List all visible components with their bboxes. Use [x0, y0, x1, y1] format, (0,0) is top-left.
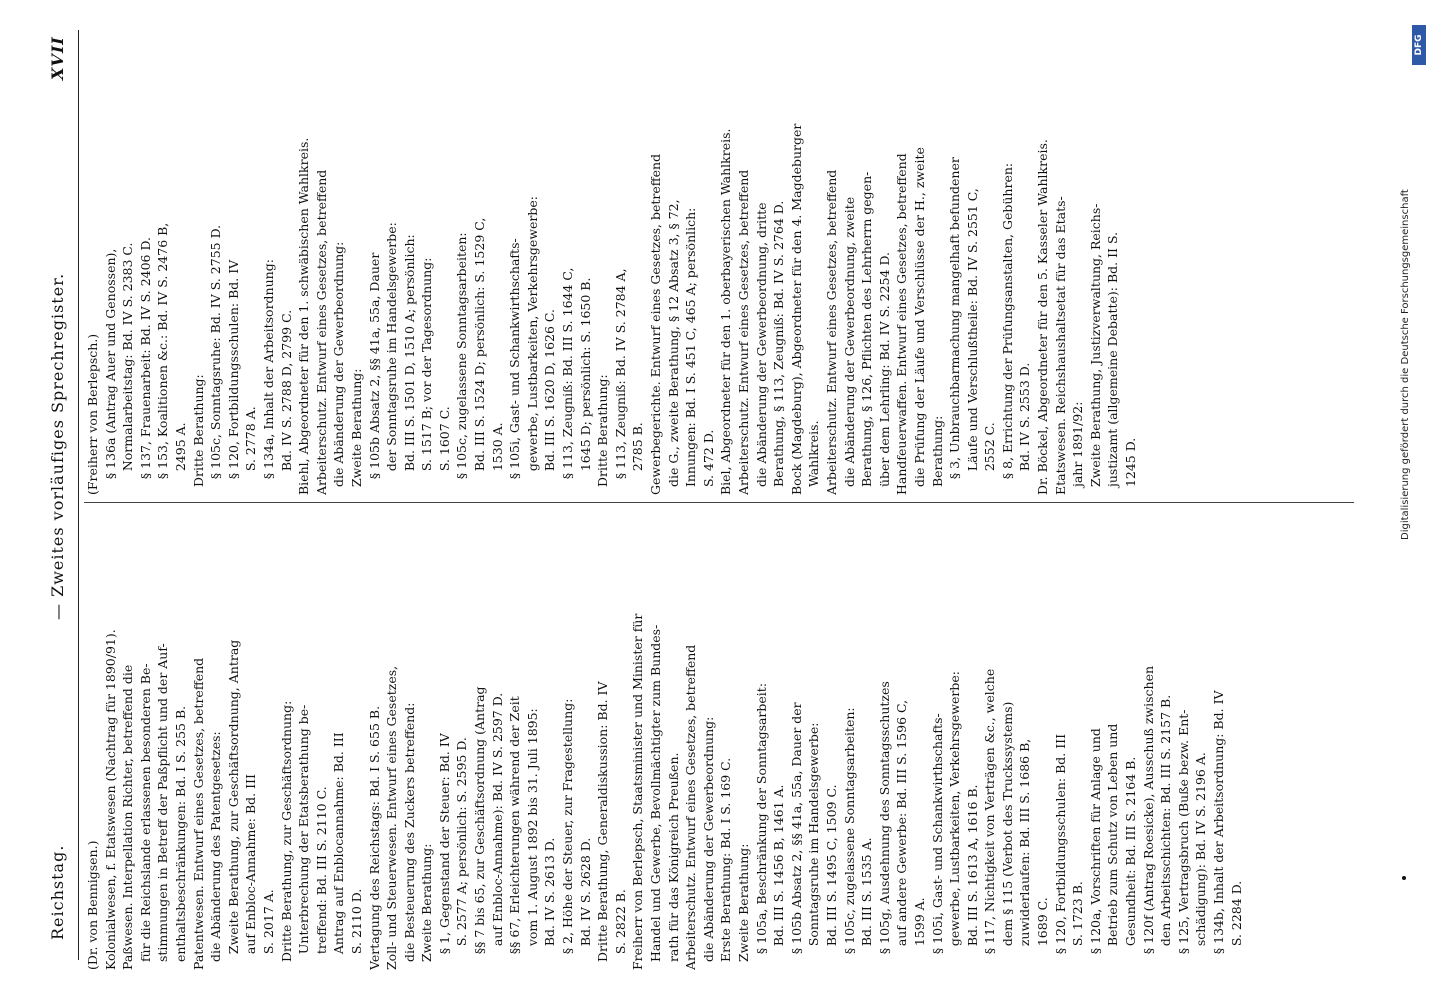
index-line: über dem Lehrling: Bd. IV S. 2254 D. [876, 252, 892, 495]
index-line: die Abänderung der Gewerbeordnung: [700, 716, 716, 970]
header-rule [78, 30, 79, 960]
index-line: § 125, Vertragsbruch (Buße bezw. Ent- [1175, 709, 1191, 970]
index-line: Berathung, § 113, Zeugniß: Bd. IV S. 2764 D. [771, 200, 787, 495]
index-line: (Dr. von Bennigsen.) [85, 840, 100, 970]
index-line: den Arbeitsschichten: Bd. III S. 2157 B. [1158, 694, 1174, 970]
index-line: Bd. III S. 1620 D, 1626 C. [542, 308, 558, 495]
index-line: Arbeiterschutz. Entwurf eines Gesetzes, betreffend [823, 169, 839, 495]
index-line: Normalarbeitstag: Bd. IV S. 2383 C. [120, 242, 136, 495]
right-column [84, 30, 1354, 495]
index-line: S. 2284 D. [1228, 880, 1244, 970]
index-line: § 3, Unbrauchbarmachung mangelhaft befundener [947, 157, 963, 495]
index-line: § 117, Nichtigkeit von Verträgen &c., welche [982, 668, 998, 970]
index-line: die G., zweite Berathung, § 12 Absatz 3, § 72, [665, 199, 681, 495]
index-line: 1530 A. [489, 422, 505, 495]
index-line: Innungen: Bd. I S. 451 C, 465 A; persönlich: [683, 207, 699, 495]
index-line: zuwiderlaufen: Bd. III S. 1686 B, [1017, 738, 1033, 970]
digitization-note: Digitalisierung gefördert durch die Deutsche Forschungsgemeinschaft [1400, 189, 1411, 540]
index-line: schädigung): Bd. IV S. 2196 A. [1193, 752, 1209, 970]
index-line: Bd. IV S. 2628 D. [577, 837, 593, 970]
index-line: § 120f (Antrag Roesicke), Ausschuß zwischen [1140, 665, 1156, 970]
index-line: § 105c, zugelassene Sonntagsarbeiten: [454, 232, 470, 495]
index-line: § 105b Absatz 2, §§ 41a, 55a, Dauer [366, 252, 382, 495]
column-divider [84, 502, 1354, 503]
index-line: rath für das Königreich Preußen. [665, 752, 681, 970]
index-line: 2785 B. [630, 422, 646, 495]
index-line: Zweite Berathung: [735, 843, 751, 970]
index-line: Betrieb zum Schutz von Leben und [1105, 723, 1121, 970]
index-line: §§ 67, Erleichterungen während der Zeit [507, 696, 523, 970]
index-line: Bd. IV S. 2553 D. [1017, 362, 1033, 495]
index-line: Dritte Berathung: [595, 374, 611, 495]
index-line: S. 1607 C. [436, 406, 452, 495]
index-line: Freiherr von Berlepsch, Staatsminister und Minister für [630, 613, 646, 970]
index-line: Arbeiterschutz. Entwurf eines Gesetzes, betreffend [735, 169, 751, 495]
index-line: Patentwesen. Entwurf eines Gesetzes, betreffend [190, 657, 206, 970]
index-line: justizamt (allgemeine Debatte): Bd. II S. [1105, 231, 1121, 495]
index-line: Läufe und Verschlußtheile: Bd. IV S. 2551 C, [964, 188, 980, 495]
index-line: Arbeiterschutz. Entwurf eines Gesetzes, betreffend [683, 644, 699, 970]
index-line: Bock (Magdeburg), Abgeordneter für den 4. Magdeburger [788, 123, 804, 495]
index-line: die Besteuerung des Zuckers betreffend: [401, 702, 417, 970]
index-line: § 137, Frauenarbeit: Bd. IV S. 2406 D. [137, 236, 153, 495]
index-line: Erste Berathung: Bd. I S. 169 C. [718, 757, 734, 970]
index-line: Gesundheit: Bd. III S. 2164 B. [1123, 756, 1139, 970]
page-number: XVII [48, 36, 67, 80]
scan-speck [1402, 876, 1406, 880]
index-line: dem § 115 (Verbot des Truckssystems) [999, 701, 1015, 970]
index-line: S. 2577 A; persönlich: S. 2595 D. [454, 737, 470, 970]
index-line: Zweite Berathung, Justizverwaltung, Reichs- [1087, 203, 1103, 495]
index-line: Unterbrechung der Etatsberathung be- [296, 704, 312, 970]
index-line: S. 2778 A. [243, 406, 259, 495]
index-line: jahr 1891/92: [1070, 401, 1086, 495]
index-line: Paßwesen. Interpellation Richter, betreffend die [120, 664, 136, 970]
index-line: enthaltsbeschränkungen: Bd. I S. 255 B. [172, 705, 188, 970]
index-line: treffend: Bd. III S. 2110 C. [313, 786, 329, 970]
index-line: Biehl, Abgeordneter für den 1. schwäbischen Wahlkreis. [296, 137, 312, 495]
index-line: § 105g, Ausdehnung des Sonntagsschutzes [876, 681, 892, 970]
index-line: Zweite Berathung: [348, 368, 364, 495]
index-line: Bd. III S. 1456 B, 1461 A. [771, 784, 787, 970]
index-line: Biel, Abgeordneter für den 1. oberbayerischen Wahlkreis. [718, 128, 734, 495]
running-head-title: — Zweites vorläufiges Sprechregister. [48, 272, 67, 620]
index-line: S. 2017 A. [260, 889, 276, 970]
index-line: §§ 7 bis 65, zur Geschäftsordnung (Antrag [472, 686, 488, 970]
index-line: die Abänderung der Gewerbeordnung, zweite [841, 196, 857, 495]
index-line: Arbeiterschutz. Entwurf eines Gesetzes, betreffend [313, 169, 329, 495]
index-line: Wahlkreis. [806, 420, 822, 495]
index-line: S. 1517 B; vor der Tagesordnung: [419, 257, 435, 495]
index-line: 1599 A. [911, 897, 927, 970]
index-line: gewerbe, Lustbarkeiten, Verkehrsgewerbe: [524, 195, 540, 495]
index-line: stimmungen in Betreff der Paßpflicht und der Auf- [155, 643, 171, 970]
index-line: auf Enbloc-Annahme: Bd. III [243, 774, 259, 970]
index-line: S. 2110 D. [348, 888, 364, 970]
index-line: § 105b Absatz 2, §§ 41a, 55a, Dauer der [788, 702, 804, 970]
index-line: § 105c, Sonntagsruhe: Bd. IV S. 2755 D. [208, 224, 224, 495]
index-line: die Abänderung der Gewerbeordnung: [331, 241, 347, 495]
index-line: 2552 C. [982, 422, 998, 495]
index-line: § 134a, Inhalt der Arbeitsordnung: [260, 259, 276, 495]
index-line: Dritte Berathung, Generaldiskussion: Bd. IV [595, 681, 611, 970]
index-line: § 136a (Antrag Auer und Genossen), [102, 248, 118, 495]
index-line: 2495 A. [172, 422, 188, 495]
index-line: Zweite Berathung, zur Geschäftsordnung, Antrag [225, 639, 241, 970]
index-line: Sonntagsruhe im Handelsgewerbe: [806, 722, 822, 970]
index-line: Zweite Berathung: [419, 843, 435, 970]
index-line: Zoll- und Steuerwesen. Entwurf eines Gesetzes, [384, 665, 400, 970]
index-line: § 113, Zeugniß: Bd. IV S. 2784 A, [612, 268, 628, 495]
index-line: S. 2822 B. [612, 889, 628, 970]
index-line: 1245 D. [1123, 437, 1139, 495]
index-line: Etatswesen. Reichshaushaltsetat für das Etats- [1052, 196, 1068, 495]
left-column [84, 505, 1354, 970]
index-line: 1689 C. [1035, 897, 1051, 970]
index-line: Bd. III S. 1501 D, 1510 A; persönlich: [401, 234, 417, 495]
index-line: Handfeuerwaffen. Entwurf eines Gesetzes, betreffend [894, 153, 910, 495]
index-line: § 153, Koalitionen &c.: Bd. IV S. 2476 B, [155, 222, 171, 495]
index-line: auf Enbloc-Annahme): Bd. IV S. 2597 D. [489, 692, 505, 970]
index-line: der Sonntagsruhe im Handelsgewerbe: [384, 222, 400, 495]
index-line: S. 1723 B. [1070, 881, 1086, 970]
index-line: Bd. III S. 1613 A, 1616 B. [964, 784, 980, 970]
index-line: Vertagung des Reichstags: Bd. I S. 655 B. [366, 705, 382, 970]
dfg-logo: DFG [1412, 25, 1426, 65]
index-line: S. 472 D. [700, 429, 716, 495]
index-line: für die Reichslande erlassenen besonderen Be- [137, 663, 153, 970]
index-line: Berathung: [929, 415, 945, 495]
index-line: § 120, Fortbildungsschulen: Bd. III [1052, 733, 1068, 970]
index-line: Gewerbegerichte. Entwurf eines Gesetzes, betreffend [648, 153, 663, 495]
index-line: Bd. IV S. 2613 D. [542, 837, 558, 970]
index-line: Dr. Böckel, Abgeordneter für den 5. Kasseler Wahlkreis. [1035, 139, 1051, 495]
index-line: Berathung, § 126, Pflichten des Lehrherrn gegen- [859, 171, 875, 495]
index-line: Antrag auf Enblocannahme: Bd. III [331, 732, 347, 970]
index-line: Bd. III S. 1535 A. [859, 837, 875, 970]
index-line: § 1, Gegenstand der Steuer: Bd. IV [436, 733, 452, 970]
index-line: vom 1. August 1892 bis 31. Juli 1895: [524, 708, 540, 970]
index-line: § 105c, zugelassene Sonntagsarbeiten: [841, 707, 857, 970]
index-line: gewerbe, Lustbarkeiten, Verkehrsgewerbe: [947, 670, 963, 970]
index-line: § 8, Errichtung der Prüfungsanstalten, Gebühren: [999, 162, 1015, 495]
index-line: § 2, Höhe der Steuer, zur Fragestellung: [560, 698, 576, 970]
index-line: § 105a, Beschränkung der Sonntagsarbeit: [753, 682, 769, 970]
index-line: Bd. III S. 1495 C, 1509 C. [823, 784, 839, 970]
index-line: Handel und Gewerbe, Bevollmächtigter zum Bundes- [648, 624, 663, 970]
index-line: § 113, Zeugniß: Bd. III S. 1644 C, [560, 267, 576, 495]
index-line: § 134b, Inhalt der Arbeitsordnung: Bd. IV [1211, 690, 1226, 970]
index-line: die Abänderung des Patentgesetzes: [208, 731, 224, 970]
index-line: die Prüfung der Läufe und Verschlüsse der H., zweite [911, 147, 927, 495]
index-line: § 120, Fortbildungsschulen: Bd. IV [225, 259, 241, 495]
index-line: (Freiherr von Berlepsch.) [85, 333, 100, 495]
index-line: § 120a, Vorschriften für Anlage und [1087, 728, 1103, 970]
index-line: auf andere Gewerbe: Bd. III S. 1596 C, [894, 699, 910, 970]
index-line: § 105i, Gast- und Schankwirthschafts- [929, 713, 945, 970]
running-head-left: Reichstag. [48, 844, 67, 940]
index-line: § 105i, Gast- und Schankwirthschafts- [507, 238, 523, 495]
index-line: Dritte Berathung: [190, 374, 206, 495]
index-line: Bd. III S. 1524 D; persönlich: S. 1529 C, [472, 217, 488, 495]
index-line: Dritte Berathung, zur Geschäftsordnung: [278, 700, 294, 970]
index-line: 1645 D; persönlich: S. 1650 B. [577, 277, 593, 495]
index-line: Kolonialwesen, f. Etatswesen (Nachtrag für 1890/91). [102, 629, 118, 970]
index-line: Bd. IV S. 2788 D, 2799 C. [278, 309, 294, 495]
index-line: die Abänderung der Gewerbeordnung, dritte [753, 202, 769, 495]
